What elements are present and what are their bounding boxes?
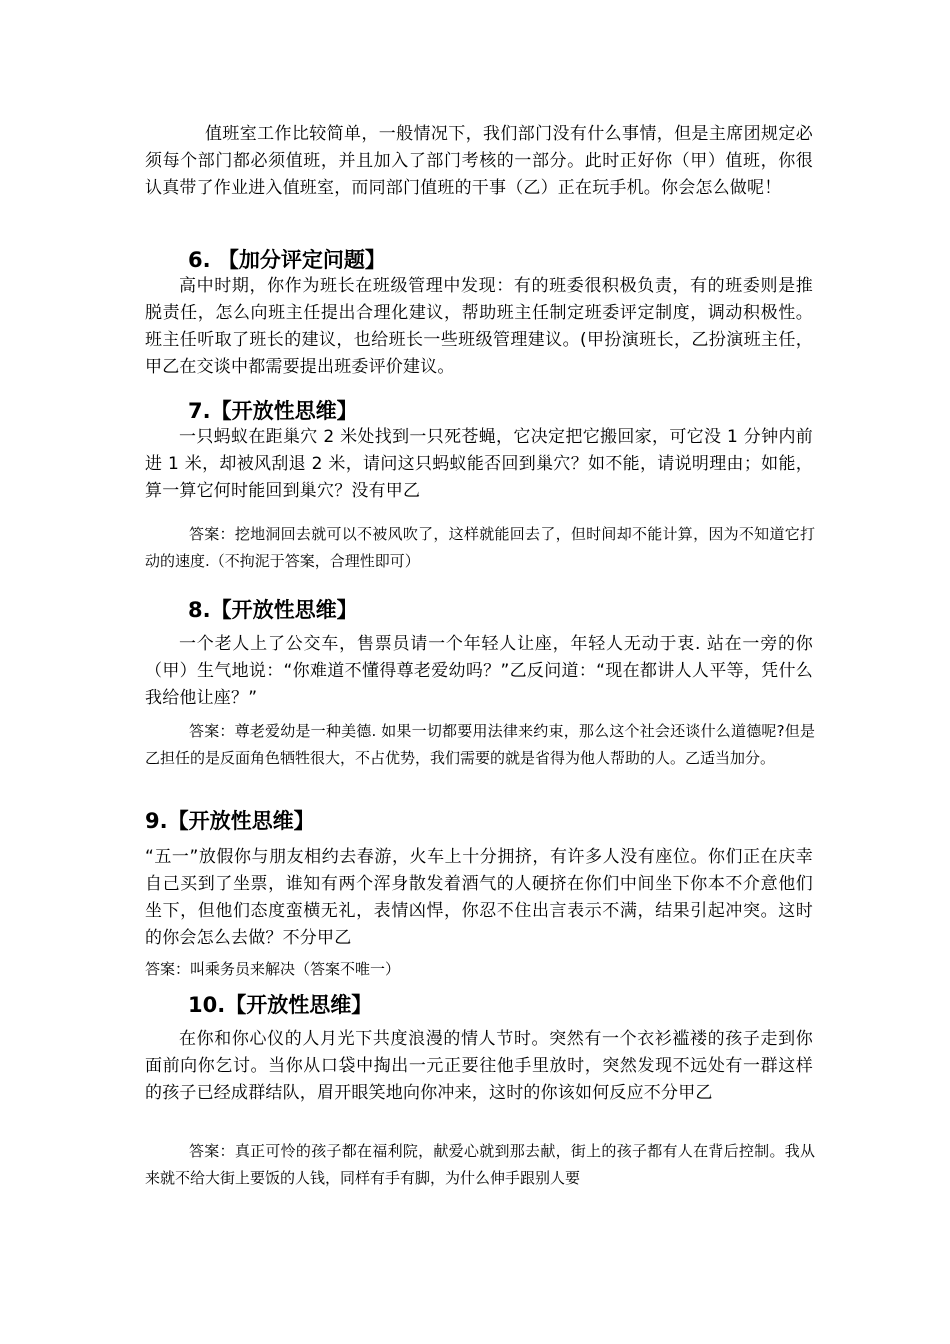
q10-answer: 答案：真正可怜的孩子都在福利院，献爱心就到那去献，街上的孩子都有人在背后控制。我从来就不给大街上要饭的人钱，同样有手有脚，为什么伸手跟别人要 (145, 1142, 815, 1187)
q6-paragraph: 高中时期，你作为班长在班级管理中发现：有的班委很积极负责，有的班委则是推脱责任，怎么向班主任提出合理化建议，帮助班主任制定班委评定制度，调动积极性。班主任听取了班长的建议，也给班长一些班级管理建议。(甲扮演班长，乙扮演班主任，甲乙在交谈中都需要提出班委评价建议。 (145, 276, 813, 377)
q10-heading: 10.【开放性思维】 (188, 993, 373, 1017)
q8-heading: 8.【开放性思维】 (188, 598, 358, 622)
q8-paragraph: 一个老人上了公交车，售票员请一个年轻人让座，年轻人无动于衷. 站在一旁的你（甲）生气地说：“你难道不懂得尊老爱幼吗？”乙反问道：“现在都讲人人平等，凭什么我给他让座？” (145, 634, 813, 708)
q6-heading: 6. 【加分评定问题】 (188, 248, 386, 272)
q7-heading: 7.【开放性思维】 (188, 399, 358, 423)
q9-heading: 9.【开放性思维】 (145, 809, 315, 833)
q9-paragraph: “五一”放假你与朋友相约去春游，火车上十分拥挤，有许多人没有座位。你们正在庆幸自己买到了坐票，谁知有两个浑身散发着酒气的人硬挤在你们中间坐下你本不介意他们坐下，但他们态度蛮横无礼，表情凶悍，你忍不住出言表示不满，结果引起冲突。这时的你会怎么去做？不分甲乙 (145, 847, 813, 948)
q7-answer: 答案：挖地洞回去就可以不被风吹了，这样就能回去了，但时间却不能计算，因为不知道它打动的速度.（不拘泥于答案，合理性即可） (145, 525, 815, 570)
q7-paragraph: 一只蚂蚁在距巢穴 2 米处找到一只死苍蝇，它决定把它搬回家，可它没 1 分钟内前进 1 米，却被风刮退 2 米，请问这只蚂蚁能否回到巢穴？如不能，请说明理由；如能，算一算它何时能回到巢穴？没有甲乙 (145, 427, 813, 501)
q9-answer: 答案：叫乘务员来解决（答案不唯一） (145, 960, 401, 978)
q10-paragraph: 在你和你心仪的人月光下共度浪漫的情人节时。突然有一个衣衫褴褛的孩子走到你面前向你乞讨。当你从口袋中掏出一元正要往他手里放时，突然发现不远处有一群这样的孩子已经成群结队，眉开眼笑地向你冲来，这时的你该如何反应不分甲乙 (145, 1029, 813, 1103)
q8-answer: 答案：尊老爱幼是一种美德. 如果一切都要用法律来约束，那么这个社会还谈什么道德呢?但是乙担任的是反面角色牺牲很大，不占优势，我们需要的就是省得为他人帮助的人。乙适当加分。 (145, 722, 815, 767)
intro-paragraph: 值班室工作比较简单，一般情况下，我们部门没有什么事情，但是主席团规定必须每个部门都必须值班，并且加入了部门考核的一部分。此时正好你（甲）值班，你很认真带了作业进入值班室，而同部门值班的干事（乙）正在玩手机。你会怎么做呢！ (145, 124, 813, 198)
